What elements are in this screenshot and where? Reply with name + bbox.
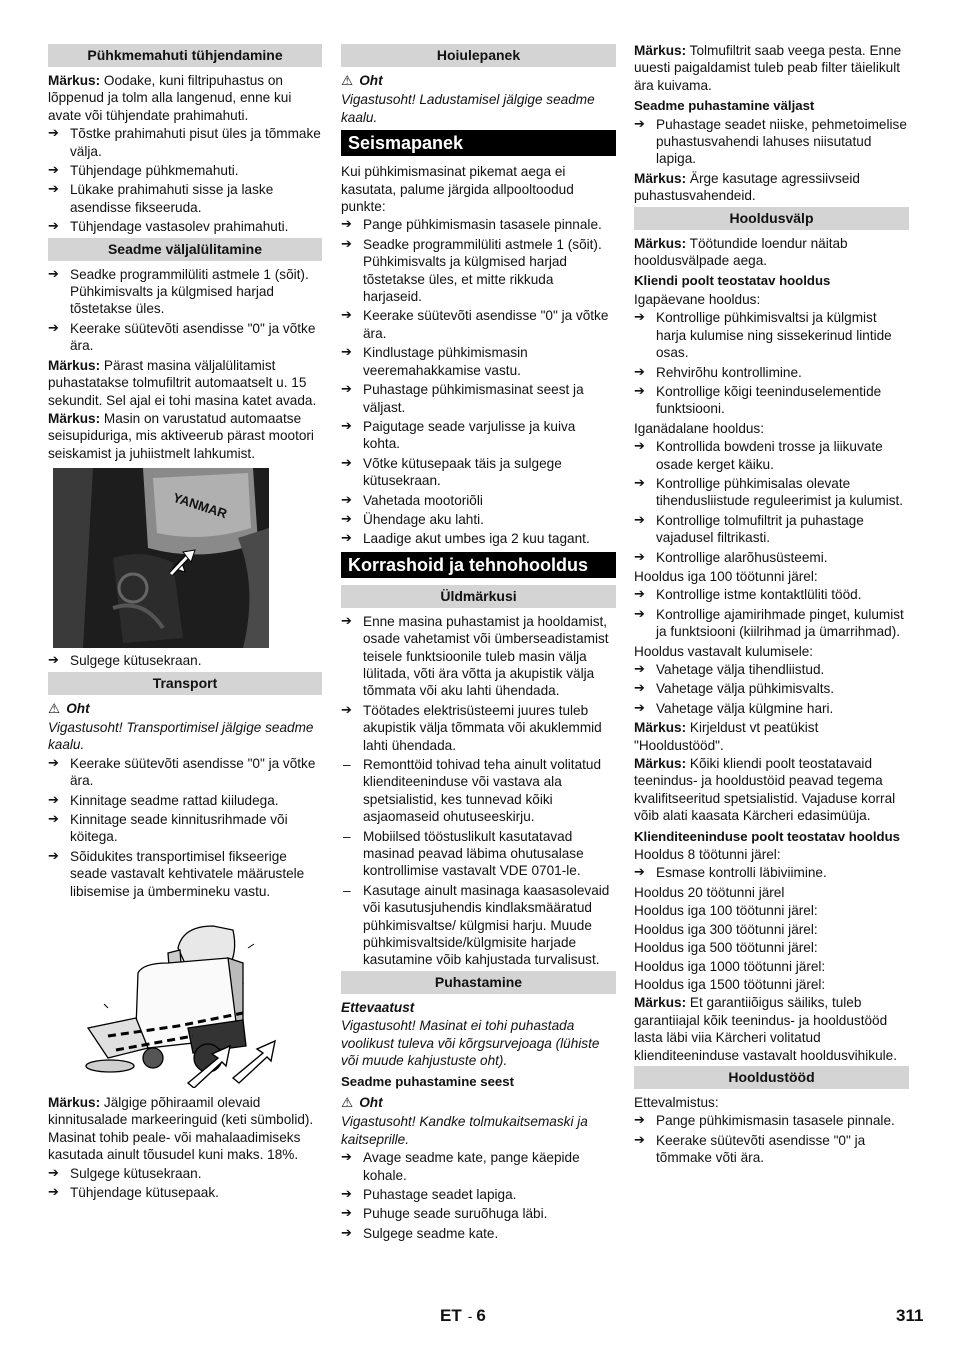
subheading: Seadme puhastamine väljast <box>634 98 815 114</box>
step-list <box>634 661 909 717</box>
section-heading: Puhastamine <box>341 971 616 994</box>
footer-language: ET <box>440 1306 462 1325</box>
list-item: – Kasutage ainult masinaga kaasasolevaid või kasutusjuhendis kindlaksmääratud pühkimisvaltse/ külgmisi harju. Muude pühkimisvaltside/külgmisite harjade kasutamine võib kahjustada turvalisust. <box>341 882 616 969</box>
list-item: ➔ Vahetada mootoriõli <box>341 492 616 509</box>
list-item: ➔ Tühjendage kütusepaak. <box>48 1184 322 1201</box>
note: Märkus: Kõiki kliendi poolt teostatavaid teenindus- ja hooldustöid peavad tegema kvalifitseeritud spetsialistid. Vajaduse korral võib alati kaasata Kärcheri edasimüüja. <box>634 756 896 824</box>
step-list <box>634 116 909 168</box>
list-item: ➔ Pange pühkimismasin tasasele pinnale. <box>634 1112 909 1129</box>
warning-triangle-icon: ⚠ <box>341 73 354 89</box>
step-list <box>634 1112 909 1166</box>
paragraph: Hooldus vastavalt kulumisele: <box>634 643 814 659</box>
section-heading: Pühkmemahuti tühjendamine <box>48 44 322 67</box>
list-item: ➔ Vahetage välja tihendliistud. <box>634 661 909 678</box>
interval-line: Hooldus iga 1000 töötunni järel: <box>634 958 826 974</box>
list-item: ➔ Puhastage seadet lapiga. <box>341 1186 616 1203</box>
list-item: ➔ Kontrollida bowdeni trosse ja liikuvate osade kerget käiku. <box>634 438 909 473</box>
list-item: ➔ Puhuge seade suruõhuga läbi. <box>341 1205 616 1222</box>
list-item: ➔ Kontrollige pühkimisvaltsi ja külgmist harja kulumise ning sissekerinud lintide osas. <box>634 309 909 361</box>
list-item: ➔ Kontrollige pühkimisalas olevate tihendusliistude reguleerimist ja kulumist. <box>634 475 909 510</box>
step-list <box>341 613 616 754</box>
danger-warning: ⚠ Oht <box>341 73 383 89</box>
list-item: ➔ Seadke programmilüliti astmele 1 (sõit). Pühkimisvalts ja külgmised harjad tõstetakse üles. <box>48 266 322 318</box>
interval-line: Hooldus 20 töötunni järel <box>634 884 785 900</box>
section-heading: Hoiulepanek <box>341 44 616 67</box>
step-list <box>341 1149 616 1242</box>
list-item: ➔ Puhastage seadet niiske, pehmetoimelise puhastusvahendi lahuses niisutatud lapiga. <box>634 116 909 168</box>
chapter-heading: Seismapanek <box>341 130 616 156</box>
list-item: ➔ Keerake süütevõti asendisse "0" ja võtke ära. <box>48 755 322 790</box>
list-item: ➔ Puhastage pühkimismasinat seest ja väljast. <box>341 381 616 416</box>
step-list <box>48 266 322 355</box>
section-heading: Transport <box>48 672 322 695</box>
list-item: ➔ Kontrollige ajamirihmade pinget, kulumist ja funktsiooni (kiilrihmad ja ümarrihmad). <box>634 606 909 641</box>
list-item: ➔ Keerake süütevõti asendisse "0" ja võtke ära. <box>341 307 616 342</box>
note: Märkus: Masin on varustatud automaatse seisupiduriga, mis aktiveerub pärast mootori seiskamist ja juhiistmelt lahkumist. <box>48 410 314 461</box>
dash-list <box>341 756 616 969</box>
note: Märkus: Jälgige põhiraamil olevaid kinnitusalade markeeringuid (keti sümbolid). Masinat tohib peale- või mahalaadimiseks kasutada ainult tõusudel kuni maks. 18%. <box>48 1095 314 1163</box>
maintenance-interval-list <box>634 884 909 993</box>
step-list <box>634 438 909 566</box>
footer-local-page: 6 <box>476 1306 486 1325</box>
chapter-heading: Korrashoid ja tehnohooldus <box>341 552 616 578</box>
interval-line: Hooldus iga 100 töötunni järel: <box>634 903 818 919</box>
paragraph: Iganädalane hooldus: <box>634 420 765 436</box>
list-item: ➔ Töötades elektrisüsteemi juures tuleb akupistik välja tõmmata või akuklemmid lahti ühendada. <box>341 702 616 754</box>
section-heading: Üldmärkusi <box>341 585 616 608</box>
list-item: ➔ Keerake süütevõti asendisse "0" ja võtke ära. <box>48 320 322 355</box>
engine-photo-illustration <box>53 468 269 648</box>
list-item: ➔ Kontrollige istme kontaktlüliti tööd. <box>634 586 909 603</box>
list-item: ➔ Lükake prahimahuti sisse ja laske asendisse fikseeruda. <box>48 181 322 216</box>
list-item: ➔ Kontrollige tolmufiltrit ja puhastage vajadusel filtrikasti. <box>634 512 909 547</box>
list-item: ➔ Keerake süütevõti asendisse "0" ja tõmmake võti ära. <box>634 1132 909 1167</box>
column-3 <box>634 42 909 1169</box>
list-item: ➔ Paigutage seade varjulisse ja kuiva kohta. <box>341 418 616 453</box>
list-item: ➔ Vahetage välja pühkimisvalts. <box>634 680 909 697</box>
list-item: – Mobiilsed tööstuslikult kasutatavad masinad peavad läbima ohutusalase kontrollimise vastavalt VDE 0701-le. <box>341 828 616 880</box>
step-list <box>48 652 322 669</box>
paragraph: Hooldus iga 100 töötunni järel: <box>634 568 818 584</box>
step-list <box>634 309 909 417</box>
column-2 <box>341 42 616 1244</box>
note: Märkus: Et garantiiõigus säiliks, tuleb garantiiajal kõik teenindus- ja hooldustööd lasta läbi viia Kärcheri volitatud klienditeeninduse vastavalt hooldusvihikule. <box>634 995 897 1063</box>
footer-page-number: 311 <box>896 1306 924 1325</box>
list-item: ➔ Sulgege kütusekraan. <box>48 652 322 669</box>
subheading: Seadme puhastamine seest <box>341 1073 514 1089</box>
note: Märkus: Töötundide loendur näitab hooldusvälpade aega. <box>634 235 848 269</box>
engine-photo <box>53 468 269 648</box>
footer-dash: - <box>467 1308 473 1324</box>
list-item: ➔ Sõidukites transportimisel fikseerige seade vastavalt kehtivatele määrustele libisemise ja ümbermineku vastu. <box>48 848 322 900</box>
caution-text: Vigastusoht! Masinat ei tohi puhastada voolikust tuleva või kõrgsurvejoaga (lühiste või muude kahjustuste oht). <box>341 1018 600 1069</box>
subheading: Kliendi poolt teostatav hooldus <box>634 273 831 289</box>
sweeper-drawing <box>48 908 322 1088</box>
subheading: Klienditeeninduse poolt teostatav hooldus <box>634 828 900 844</box>
note: Märkus: Pärast masina väljalülitamist puhastatakse tolmufiltrit automaatselt u. 15 sekundit. Sel ajal ei tohi masina katet avada. <box>48 357 317 408</box>
list-item: ➔ Ühendage aku lahti. <box>341 511 616 528</box>
warning-text: Vigastusoht! Kandke tolmukaitsemaski ja kaitseprille. <box>341 1114 588 1147</box>
interval-line: Hooldus iga 500 töötunni järel: <box>634 940 818 956</box>
list-item: ➔ Esmase kontrolli läbiviimine. <box>634 864 909 881</box>
step-list <box>634 864 909 881</box>
warning-text: Vigastusoht! Transportimisel jälgige seadme kaalu. <box>48 719 314 753</box>
note: Märkus: Tolmufiltrit saab veega pesta. Enne uuesti paigaldamist tuleb peab filter täielikult ära kuivama. <box>634 43 902 93</box>
section-heading: Hooldustööd <box>634 1066 909 1089</box>
engine-logo: YANMAR <box>171 489 229 522</box>
list-item: ➔ Tühjendage pühkmemahuti. <box>48 162 322 179</box>
list-item: ➔ Avage seadme kate, pange käepide kohale. <box>341 1149 616 1184</box>
footer-language-page <box>440 1306 486 1326</box>
note: Märkus: Kirjeldust vt peatükist "Hooldustööd". <box>634 720 819 753</box>
paragraph: Igapäevane hooldus: <box>634 291 761 307</box>
list-item: – Remonttöid tohivad teha ainult volitatud klienditeeninduse või vastava ala spetsialistid, kes tunnevad kõiki asjaomaseid ohutuseeskirju. <box>341 756 616 826</box>
sweeper-illustration <box>48 908 322 1088</box>
list-item: ➔ Tühjendage vastasolev prahimahuti. <box>48 218 322 235</box>
paragraph: Hooldus 8 töötunni järel: <box>634 847 781 863</box>
list-item: ➔ Sulgege kütusekraan. <box>48 1165 322 1182</box>
danger-warning: ⚠ Oht <box>48 700 90 717</box>
list-item: ➔ Laadige akut umbes iga 2 kuu tagant. <box>341 530 616 547</box>
list-item: ➔ Seadke programmilüliti astmele 1 (sõit). Pühkimisvalts ja külgmised harjad tõstetakse üles, et mitte rikkuda harjaseid. <box>341 236 616 306</box>
step-list <box>48 755 322 900</box>
danger-warning: ⚠ Oht <box>341 1094 383 1111</box>
step-list <box>48 125 322 235</box>
note: Märkus: Ärge kasutage agressiivseid puhastusvahendeid. <box>634 170 860 204</box>
list-item: ➔ Enne masina puhastamist ja hooldamist, osade vahetamist või ümberseadistamist teisele funktsioonile tuleb masin välja lülitada, võti ära võtta ja akupistik välja tõmmata või aku lahti ühendada. <box>341 613 616 700</box>
list-item: ➔ Rehvirõhu kontrollimine. <box>634 364 909 381</box>
warning-triangle-icon: ⚠ <box>341 1094 354 1111</box>
list-item: ➔ Pange pühkimismasin tasasele pinnale. <box>341 216 616 233</box>
list-item: ➔ Kinnitage seadme rattad kiiludega. <box>48 792 322 809</box>
column-1 <box>48 42 322 1203</box>
warning-text: Vigastusoht! Ladustamisel jälgige seadme kaalu. <box>341 92 595 125</box>
interval-line: Hooldus iga 1500 töötunni järel: <box>634 976 826 992</box>
step-list <box>341 216 616 547</box>
step-list <box>634 586 909 640</box>
list-item: ➔ Vahetage välja külgmine hari. <box>634 700 909 717</box>
step-list <box>48 1165 322 1202</box>
list-item: ➔ Tõstke prahimahuti pisut üles ja tõmmake välja. <box>48 125 322 160</box>
section-heading: Seadme väljalülitamine <box>48 238 322 261</box>
list-item: ➔ Sulgege seadme kate. <box>341 1225 616 1242</box>
list-item: ➔ Kindlustage pühkimismasin veeremahakkamise vastu. <box>341 344 616 379</box>
list-item: ➔ Kontrollige kõigi teeninduselementide funktsiooni. <box>634 383 909 418</box>
warning-triangle-icon: ⚠ <box>48 700 61 717</box>
section-heading: Hooldusvälp <box>634 207 909 230</box>
interval-line: Hooldus iga 300 töötunni järel: <box>634 921 818 937</box>
list-item: ➔ Kontrollige alarõhusüsteemi. <box>634 549 909 566</box>
paragraph: Ettevalmistus: <box>634 1094 719 1110</box>
list-item: ➔ Võtke kütusepaak täis ja sulgege kütusekraan. <box>341 455 616 490</box>
list-item: ➔ Kinnitage seade kinnitusrihmade või köitega. <box>48 811 322 846</box>
paragraph: Kui pühkimismasinat pikemat aega ei kasutata, palume järgida allpooltoodud punkte: <box>341 164 574 215</box>
note: Märkus: Oodake, kuni filtripuhastus on lõppenud ja tolm alla langenud, enne kui avate või tühjendate prahimahuti. <box>48 73 292 123</box>
caution-label: Ettevaatust <box>341 999 415 1015</box>
